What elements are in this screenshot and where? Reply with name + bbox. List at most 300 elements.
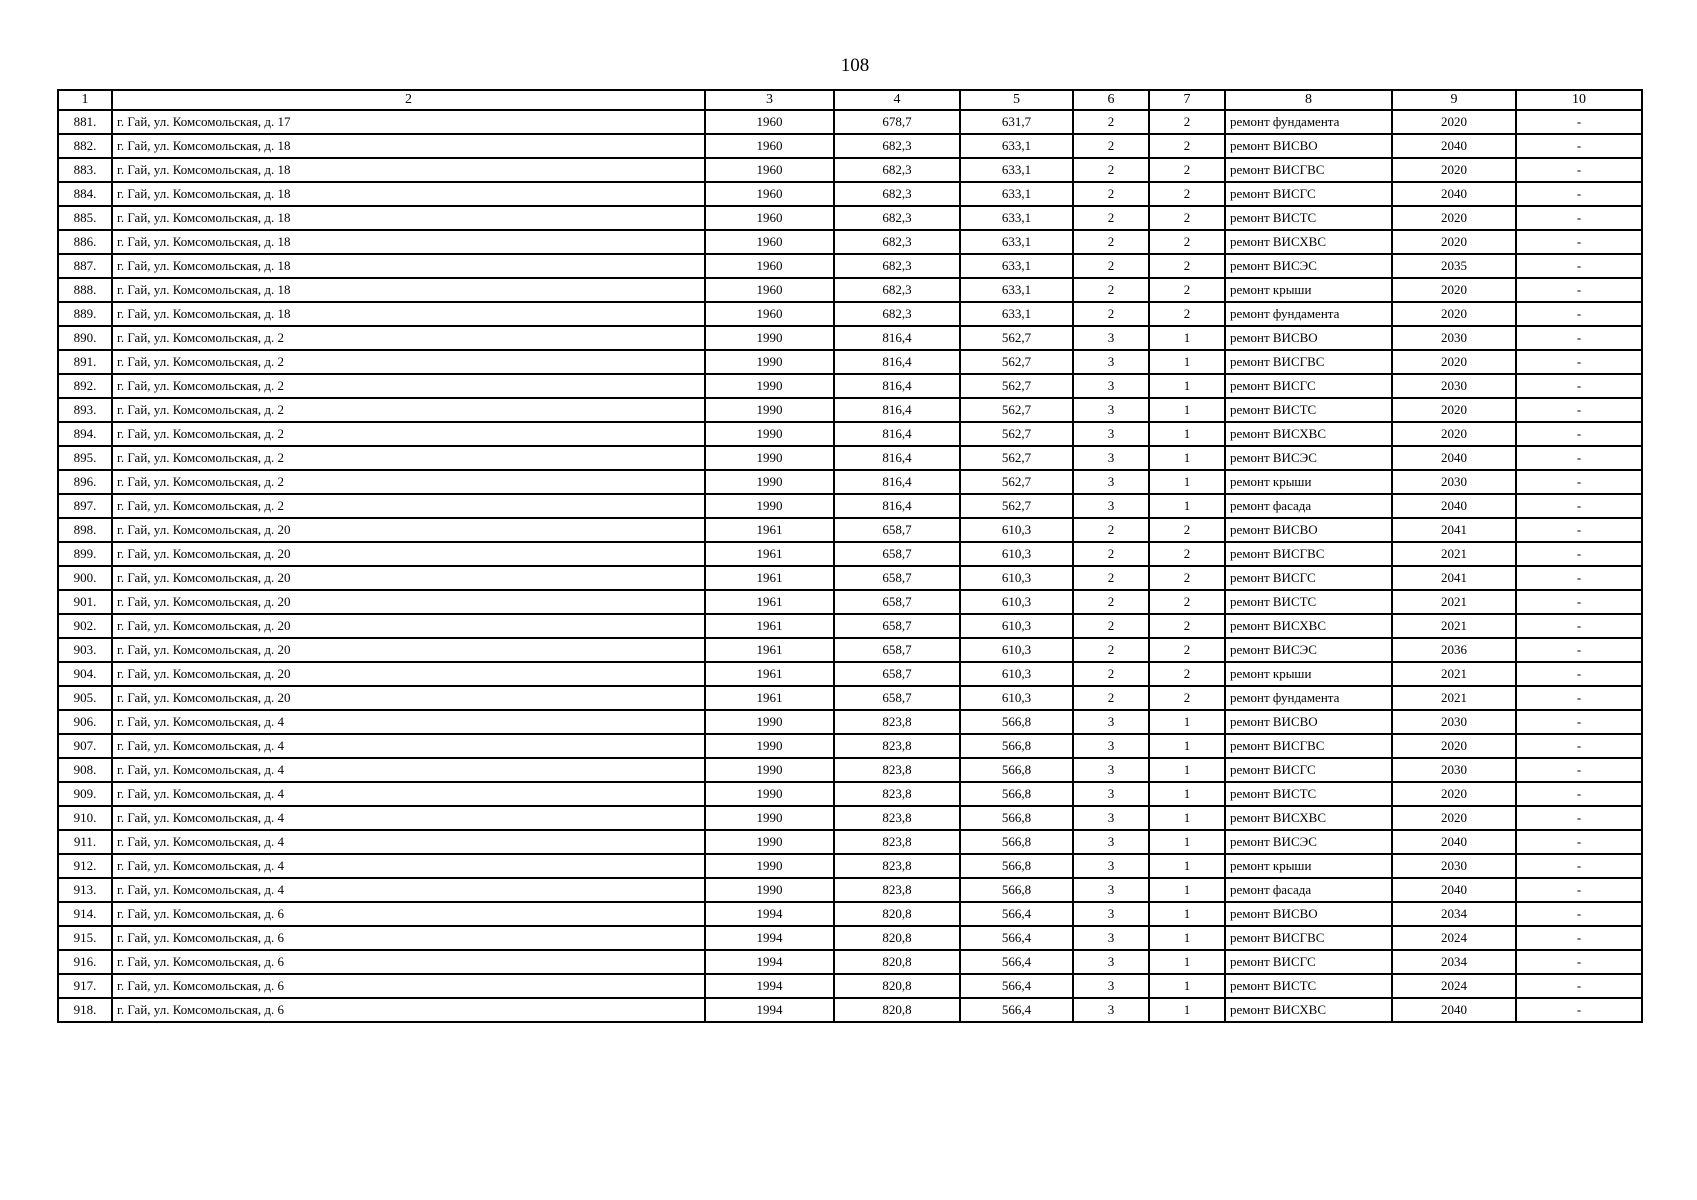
- cell-floors: 2: [1073, 638, 1149, 662]
- cell-work-type: ремонт ВИСВО: [1225, 902, 1392, 926]
- cell-entrances: 1: [1149, 950, 1225, 974]
- cell-address: г. Гай, ул. Комсомольская, д. 20: [112, 566, 705, 590]
- cell-year-built: 1961: [705, 518, 834, 542]
- cell-work-type: ремонт ВИСВО: [1225, 518, 1392, 542]
- cell-planned-year: 2020: [1392, 158, 1516, 182]
- cell-work-type: ремонт ВИСХВС: [1225, 422, 1392, 446]
- cell-note: -: [1516, 830, 1642, 854]
- cell-entrances: 1: [1149, 878, 1225, 902]
- cell-living-area: 566,4: [960, 998, 1073, 1022]
- cell-work-type: ремонт ВИСГВС: [1225, 734, 1392, 758]
- cell-year-built: 1990: [705, 758, 834, 782]
- cell-planned-year: 2020: [1392, 398, 1516, 422]
- cell-planned-year: 2035: [1392, 254, 1516, 278]
- cell-living-area: 562,7: [960, 494, 1073, 518]
- cell-floors: 3: [1073, 734, 1149, 758]
- cell-work-type: ремонт ВИСХВС: [1225, 806, 1392, 830]
- table-row: [58, 494, 1642, 518]
- cell-year-built: 1994: [705, 902, 834, 926]
- cell-work-type: ремонт ВИСТС: [1225, 398, 1392, 422]
- table-row: [58, 206, 1642, 230]
- cell-work-type: ремонт ВИСГС: [1225, 950, 1392, 974]
- cell-planned-year: 2020: [1392, 782, 1516, 806]
- cell-row-number: 915.: [58, 926, 112, 950]
- cell-note: -: [1516, 350, 1642, 374]
- cell-planned-year: 2020: [1392, 734, 1516, 758]
- cell-note: -: [1516, 950, 1642, 974]
- cell-living-area: 610,3: [960, 686, 1073, 710]
- cell-floors: 2: [1073, 542, 1149, 566]
- cell-living-area: 566,8: [960, 878, 1073, 902]
- cell-planned-year: 2030: [1392, 326, 1516, 350]
- table-row: [58, 686, 1642, 710]
- cell-row-number: 910.: [58, 806, 112, 830]
- cell-planned-year: 2030: [1392, 710, 1516, 734]
- cell-work-type: ремонт крыши: [1225, 278, 1392, 302]
- cell-entrances: 2: [1149, 278, 1225, 302]
- cell-living-area: 610,3: [960, 590, 1073, 614]
- cell-floors: 2: [1073, 302, 1149, 326]
- cell-floors: 3: [1073, 806, 1149, 830]
- cell-work-type: ремонт ВИСГС: [1225, 182, 1392, 206]
- cell-address: г. Гай, ул. Комсомольская, д. 18: [112, 230, 705, 254]
- cell-year-built: 1990: [705, 878, 834, 902]
- cell-planned-year: 2021: [1392, 614, 1516, 638]
- cell-planned-year: 2040: [1392, 134, 1516, 158]
- cell-year-built: 1994: [705, 998, 834, 1022]
- cell-living-area: 610,3: [960, 542, 1073, 566]
- cell-row-number: 904.: [58, 662, 112, 686]
- cell-entrances: 2: [1149, 302, 1225, 326]
- table-row: [58, 350, 1642, 374]
- table-row: [58, 254, 1642, 278]
- cell-entrances: 1: [1149, 470, 1225, 494]
- cell-work-type: ремонт ВИСГВС: [1225, 926, 1392, 950]
- cell-work-type: ремонт крыши: [1225, 662, 1392, 686]
- cell-entrances: 1: [1149, 446, 1225, 470]
- cell-row-number: 916.: [58, 950, 112, 974]
- cell-planned-year: 2020: [1392, 350, 1516, 374]
- cell-entrances: 1: [1149, 326, 1225, 350]
- cell-entrances: 1: [1149, 494, 1225, 518]
- cell-address: г. Гай, ул. Комсомольская, д. 20: [112, 638, 705, 662]
- cell-entrances: 2: [1149, 134, 1225, 158]
- cell-planned-year: 2024: [1392, 974, 1516, 998]
- cell-floors: 3: [1073, 398, 1149, 422]
- cell-year-built: 1961: [705, 614, 834, 638]
- cell-year-built: 1961: [705, 590, 834, 614]
- cell-total-area: 820,8: [834, 902, 960, 926]
- cell-row-number: 898.: [58, 518, 112, 542]
- table-body: [58, 110, 1642, 1022]
- cell-floors: 3: [1073, 446, 1149, 470]
- cell-address: г. Гай, ул. Комсомольская, д. 2: [112, 350, 705, 374]
- cell-note: -: [1516, 422, 1642, 446]
- cell-row-number: 897.: [58, 494, 112, 518]
- cell-living-area: 562,7: [960, 446, 1073, 470]
- cell-row-number: 889.: [58, 302, 112, 326]
- cell-row-number: 913.: [58, 878, 112, 902]
- cell-row-number: 892.: [58, 374, 112, 398]
- cell-address: г. Гай, ул. Комсомольская, д. 6: [112, 950, 705, 974]
- cell-planned-year: 2020: [1392, 806, 1516, 830]
- cell-note: -: [1516, 470, 1642, 494]
- page-number: 108: [840, 55, 870, 76]
- cell-note: -: [1516, 398, 1642, 422]
- cell-address: г. Гай, ул. Комсомольская, д. 18: [112, 278, 705, 302]
- cell-entrances: 1: [1149, 830, 1225, 854]
- cell-note: -: [1516, 710, 1642, 734]
- cell-row-number: 918.: [58, 998, 112, 1022]
- cell-note: -: [1516, 542, 1642, 566]
- cell-entrances: 1: [1149, 350, 1225, 374]
- cell-year-built: 1994: [705, 974, 834, 998]
- cell-total-area: 816,4: [834, 326, 960, 350]
- table-row: [58, 902, 1642, 926]
- cell-note: -: [1516, 326, 1642, 350]
- cell-total-area: 816,4: [834, 494, 960, 518]
- cell-note: -: [1516, 566, 1642, 590]
- column-header-7: 7: [1149, 90, 1225, 110]
- cell-planned-year: 2020: [1392, 422, 1516, 446]
- column-header-8: 8: [1225, 90, 1392, 110]
- cell-work-type: ремонт крыши: [1225, 854, 1392, 878]
- cell-address: г. Гай, ул. Комсомольская, д. 4: [112, 806, 705, 830]
- cell-address: г. Гай, ул. Комсомольская, д. 20: [112, 662, 705, 686]
- cell-note: -: [1516, 590, 1642, 614]
- cell-floors: 2: [1073, 566, 1149, 590]
- table-row: [58, 470, 1642, 494]
- cell-work-type: ремонт фасада: [1225, 494, 1392, 518]
- cell-row-number: 908.: [58, 758, 112, 782]
- table-row: [58, 422, 1642, 446]
- table-row: [58, 614, 1642, 638]
- cell-entrances: 1: [1149, 710, 1225, 734]
- cell-work-type: ремонт ВИСХВС: [1225, 614, 1392, 638]
- cell-total-area: 658,7: [834, 590, 960, 614]
- cell-work-type: ремонт фасада: [1225, 878, 1392, 902]
- cell-note: -: [1516, 302, 1642, 326]
- cell-year-built: 1960: [705, 302, 834, 326]
- cell-total-area: 816,4: [834, 446, 960, 470]
- cell-living-area: 633,1: [960, 230, 1073, 254]
- cell-address: г. Гай, ул. Комсомольская, д. 2: [112, 446, 705, 470]
- cell-entrances: 2: [1149, 254, 1225, 278]
- cell-living-area: 562,7: [960, 398, 1073, 422]
- cell-floors: 3: [1073, 470, 1149, 494]
- cell-living-area: 633,1: [960, 278, 1073, 302]
- cell-total-area: 823,8: [834, 830, 960, 854]
- cell-planned-year: 2020: [1392, 302, 1516, 326]
- table-row: [58, 374, 1642, 398]
- cell-floors: 3: [1073, 782, 1149, 806]
- cell-floors: 3: [1073, 950, 1149, 974]
- cell-work-type: ремонт ВИСХВС: [1225, 998, 1392, 1022]
- cell-year-built: 1990: [705, 494, 834, 518]
- cell-address: г. Гай, ул. Комсомольская, д. 18: [112, 182, 705, 206]
- cell-work-type: ремонт ВИСВО: [1225, 326, 1392, 350]
- table-row: [58, 278, 1642, 302]
- cell-total-area: 682,3: [834, 302, 960, 326]
- cell-address: г. Гай, ул. Комсомольская, д. 18: [112, 206, 705, 230]
- table-row: [58, 230, 1642, 254]
- cell-row-number: 891.: [58, 350, 112, 374]
- column-header-1: 1: [58, 90, 112, 110]
- cell-work-type: ремонт ВИСЭС: [1225, 638, 1392, 662]
- cell-address: г. Гай, ул. Комсомольская, д. 2: [112, 374, 705, 398]
- cell-year-built: 1990: [705, 374, 834, 398]
- cell-year-built: 1960: [705, 110, 834, 134]
- cell-note: -: [1516, 158, 1642, 182]
- table-row: [58, 662, 1642, 686]
- cell-entrances: 2: [1149, 158, 1225, 182]
- cell-living-area: 566,8: [960, 758, 1073, 782]
- cell-planned-year: 2020: [1392, 110, 1516, 134]
- cell-note: -: [1516, 926, 1642, 950]
- cell-note: -: [1516, 974, 1642, 998]
- cell-row-number: 905.: [58, 686, 112, 710]
- cell-total-area: 682,3: [834, 254, 960, 278]
- cell-row-number: 906.: [58, 710, 112, 734]
- cell-entrances: 1: [1149, 998, 1225, 1022]
- cell-entrances: 1: [1149, 806, 1225, 830]
- cell-year-built: 1990: [705, 326, 834, 350]
- cell-row-number: 884.: [58, 182, 112, 206]
- cell-entrances: 1: [1149, 398, 1225, 422]
- cell-work-type: ремонт ВИСЭС: [1225, 446, 1392, 470]
- cell-address: г. Гай, ул. Комсомольская, д. 20: [112, 518, 705, 542]
- cell-year-built: 1990: [705, 830, 834, 854]
- cell-row-number: 896.: [58, 470, 112, 494]
- cell-row-number: 907.: [58, 734, 112, 758]
- cell-note: -: [1516, 782, 1642, 806]
- cell-living-area: 633,1: [960, 254, 1073, 278]
- cell-row-number: 894.: [58, 422, 112, 446]
- cell-note: -: [1516, 998, 1642, 1022]
- cell-address: г. Гай, ул. Комсомольская, д. 2: [112, 326, 705, 350]
- cell-row-number: 890.: [58, 326, 112, 350]
- cell-entrances: 1: [1149, 734, 1225, 758]
- cell-work-type: ремонт ВИСЭС: [1225, 830, 1392, 854]
- cell-year-built: 1961: [705, 638, 834, 662]
- cell-total-area: 682,3: [834, 230, 960, 254]
- cell-planned-year: 2030: [1392, 374, 1516, 398]
- cell-note: -: [1516, 206, 1642, 230]
- cell-living-area: 566,8: [960, 710, 1073, 734]
- column-header-2: 2: [112, 90, 705, 110]
- cell-entrances: 2: [1149, 590, 1225, 614]
- cell-total-area: 816,4: [834, 398, 960, 422]
- cell-living-area: 566,4: [960, 926, 1073, 950]
- cell-address: г. Гай, ул. Комсомольская, д. 17: [112, 110, 705, 134]
- table-row: [58, 182, 1642, 206]
- table-row: [58, 566, 1642, 590]
- cell-note: -: [1516, 758, 1642, 782]
- cell-total-area: 658,7: [834, 686, 960, 710]
- cell-year-built: 1960: [705, 158, 834, 182]
- cell-planned-year: 2020: [1392, 230, 1516, 254]
- table-row: [58, 302, 1642, 326]
- table-row: [58, 854, 1642, 878]
- cell-living-area: 566,8: [960, 806, 1073, 830]
- cell-work-type: ремонт крыши: [1225, 470, 1392, 494]
- cell-floors: 2: [1073, 614, 1149, 638]
- cell-living-area: 562,7: [960, 422, 1073, 446]
- cell-entrances: 2: [1149, 230, 1225, 254]
- cell-note: -: [1516, 734, 1642, 758]
- cell-year-built: 1961: [705, 566, 834, 590]
- cell-planned-year: 2020: [1392, 278, 1516, 302]
- cell-note: -: [1516, 278, 1642, 302]
- cell-total-area: 682,3: [834, 206, 960, 230]
- cell-work-type: ремонт ВИСГС: [1225, 758, 1392, 782]
- cell-entrances: 1: [1149, 974, 1225, 998]
- cell-total-area: 658,7: [834, 542, 960, 566]
- cell-living-area: 631,7: [960, 110, 1073, 134]
- table-row: [58, 110, 1642, 134]
- cell-entrances: 2: [1149, 206, 1225, 230]
- cell-address: г. Гай, ул. Комсомольская, д. 6: [112, 902, 705, 926]
- cell-address: г. Гай, ул. Комсомольская, д. 20: [112, 590, 705, 614]
- cell-note: -: [1516, 446, 1642, 470]
- cell-address: г. Гай, ул. Комсомольская, д. 6: [112, 974, 705, 998]
- cell-row-number: 893.: [58, 398, 112, 422]
- cell-planned-year: 2034: [1392, 950, 1516, 974]
- cell-row-number: 882.: [58, 134, 112, 158]
- cell-planned-year: 2040: [1392, 830, 1516, 854]
- cell-address: г. Гай, ул. Комсомольская, д. 20: [112, 686, 705, 710]
- cell-floors: 2: [1073, 182, 1149, 206]
- cell-address: г. Гай, ул. Комсомольская, д. 4: [112, 734, 705, 758]
- cell-living-area: 633,1: [960, 302, 1073, 326]
- table-row: [58, 158, 1642, 182]
- cell-row-number: 914.: [58, 902, 112, 926]
- cell-total-area: 658,7: [834, 518, 960, 542]
- cell-row-number: 883.: [58, 158, 112, 182]
- cell-year-built: 1994: [705, 926, 834, 950]
- cell-address: г. Гай, ул. Комсомольская, д. 18: [112, 302, 705, 326]
- cell-floors: 3: [1073, 974, 1149, 998]
- cell-planned-year: 2024: [1392, 926, 1516, 950]
- cell-note: -: [1516, 854, 1642, 878]
- cell-address: г. Гай, ул. Комсомольская, д. 20: [112, 542, 705, 566]
- cell-floors: 2: [1073, 230, 1149, 254]
- cell-note: -: [1516, 182, 1642, 206]
- cell-row-number: 909.: [58, 782, 112, 806]
- cell-row-number: 903.: [58, 638, 112, 662]
- cell-address: г. Гай, ул. Комсомольская, д. 4: [112, 782, 705, 806]
- cell-total-area: 682,3: [834, 182, 960, 206]
- cell-entrances: 2: [1149, 182, 1225, 206]
- cell-planned-year: 2021: [1392, 590, 1516, 614]
- cell-note: -: [1516, 254, 1642, 278]
- cell-note: -: [1516, 806, 1642, 830]
- cell-year-built: 1960: [705, 182, 834, 206]
- cell-address: г. Гай, ул. Комсомольская, д. 4: [112, 830, 705, 854]
- cell-planned-year: 2021: [1392, 686, 1516, 710]
- cell-work-type: ремонт ВИСХВС: [1225, 230, 1392, 254]
- cell-work-type: ремонт ВИСТС: [1225, 590, 1392, 614]
- cell-planned-year: 2040: [1392, 494, 1516, 518]
- cell-living-area: 610,3: [960, 566, 1073, 590]
- cell-row-number: 911.: [58, 830, 112, 854]
- cell-floors: 2: [1073, 686, 1149, 710]
- cell-floors: 2: [1073, 518, 1149, 542]
- cell-total-area: 823,8: [834, 758, 960, 782]
- cell-floors: 3: [1073, 374, 1149, 398]
- cell-living-area: 610,3: [960, 638, 1073, 662]
- cell-row-number: 899.: [58, 542, 112, 566]
- cell-planned-year: 2036: [1392, 638, 1516, 662]
- cell-address: г. Гай, ул. Комсомольская, д. 4: [112, 758, 705, 782]
- column-header-9: 9: [1392, 90, 1516, 110]
- repair-schedule-table: [57, 89, 1643, 1023]
- cell-total-area: 816,4: [834, 374, 960, 398]
- cell-work-type: ремонт ВИСТС: [1225, 974, 1392, 998]
- cell-note: -: [1516, 686, 1642, 710]
- cell-address: г. Гай, ул. Комсомольская, д. 4: [112, 710, 705, 734]
- cell-note: -: [1516, 662, 1642, 686]
- cell-entrances: 2: [1149, 542, 1225, 566]
- cell-note: -: [1516, 374, 1642, 398]
- table-header-row: [58, 90, 1642, 110]
- table-row: [58, 806, 1642, 830]
- table-row: [58, 782, 1642, 806]
- cell-year-built: 1990: [705, 710, 834, 734]
- table-row: [58, 950, 1642, 974]
- cell-note: -: [1516, 494, 1642, 518]
- cell-entrances: 1: [1149, 422, 1225, 446]
- cell-address: г. Гай, ул. Комсомольская, д. 18: [112, 158, 705, 182]
- cell-floors: 2: [1073, 158, 1149, 182]
- cell-living-area: 562,7: [960, 374, 1073, 398]
- cell-total-area: 820,8: [834, 998, 960, 1022]
- cell-note: -: [1516, 518, 1642, 542]
- cell-year-built: 1990: [705, 806, 834, 830]
- cell-planned-year: 2041: [1392, 566, 1516, 590]
- cell-floors: 2: [1073, 206, 1149, 230]
- cell-living-area: 566,8: [960, 830, 1073, 854]
- cell-living-area: 566,8: [960, 782, 1073, 806]
- cell-total-area: 658,7: [834, 566, 960, 590]
- cell-total-area: 816,4: [834, 350, 960, 374]
- cell-total-area: 682,3: [834, 158, 960, 182]
- cell-year-built: 1990: [705, 398, 834, 422]
- cell-entrances: 2: [1149, 686, 1225, 710]
- table-row: [58, 734, 1642, 758]
- cell-year-built: 1990: [705, 854, 834, 878]
- column-header-10: 10: [1516, 90, 1642, 110]
- cell-row-number: 900.: [58, 566, 112, 590]
- cell-total-area: 678,7: [834, 110, 960, 134]
- cell-total-area: 823,8: [834, 806, 960, 830]
- cell-living-area: 633,1: [960, 206, 1073, 230]
- cell-entrances: 2: [1149, 566, 1225, 590]
- cell-planned-year: 2040: [1392, 182, 1516, 206]
- cell-floors: 3: [1073, 926, 1149, 950]
- cell-living-area: 610,3: [960, 614, 1073, 638]
- cell-planned-year: 2030: [1392, 854, 1516, 878]
- cell-year-built: 1960: [705, 134, 834, 158]
- cell-planned-year: 2040: [1392, 878, 1516, 902]
- cell-total-area: 658,7: [834, 638, 960, 662]
- cell-year-built: 1960: [705, 230, 834, 254]
- cell-entrances: 1: [1149, 902, 1225, 926]
- table-row: [58, 590, 1642, 614]
- cell-year-built: 1960: [705, 278, 834, 302]
- cell-entrances: 2: [1149, 110, 1225, 134]
- cell-planned-year: 2030: [1392, 758, 1516, 782]
